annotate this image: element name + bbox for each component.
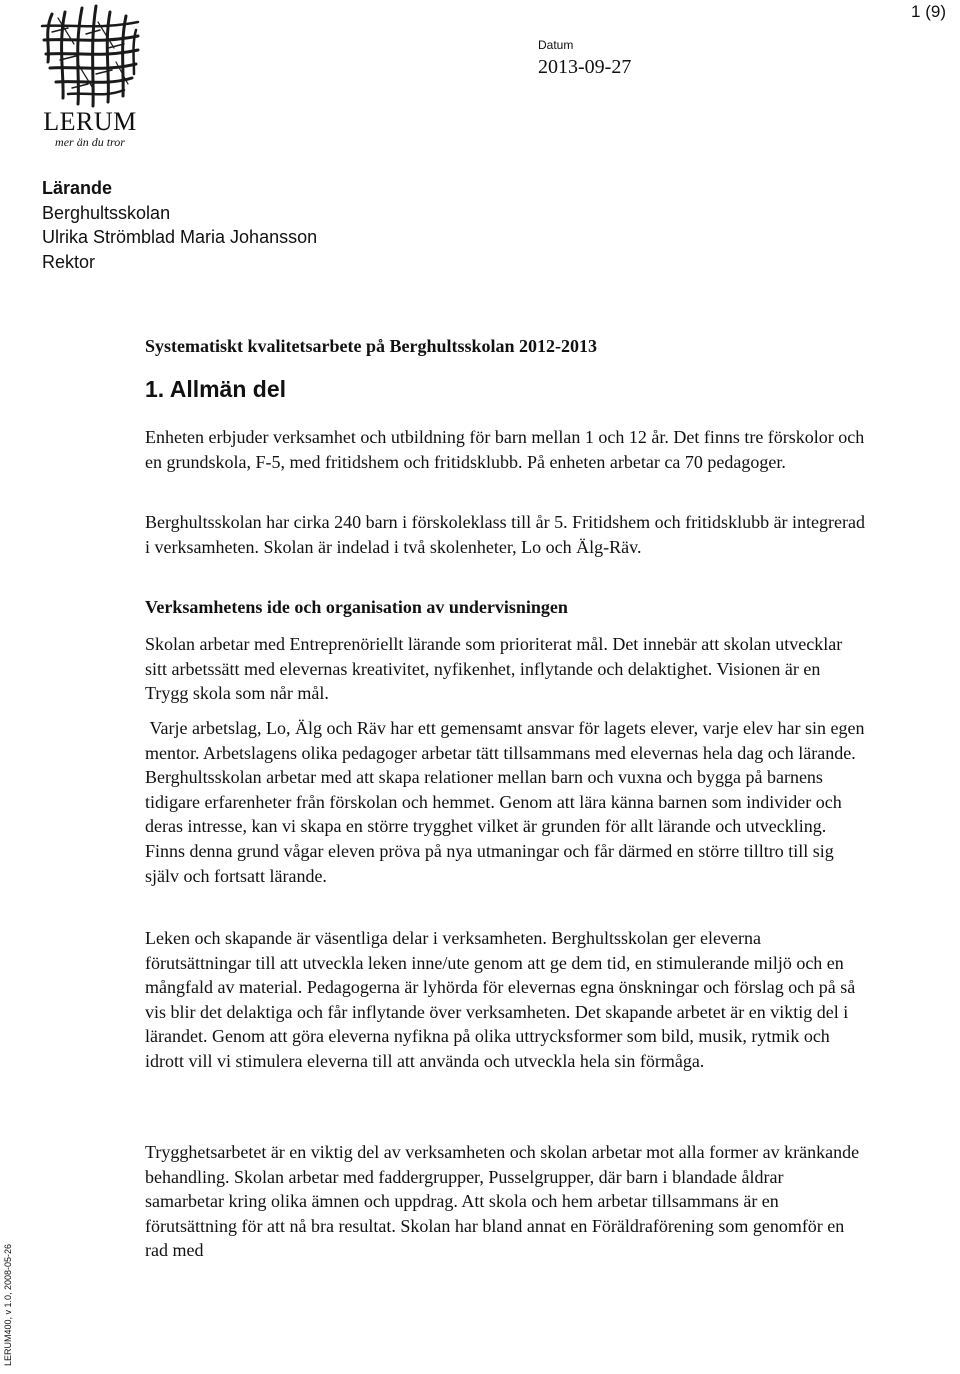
page-number: 1 (9) <box>911 2 946 21</box>
paragraph: Trygghetsarbetet är en viktig del av verksamheten och skolan arbetar mot alla former av kränkande behandling. Skolan arbetar med faddergrupper, Pusselgrupper, där barn i blandade åldrar samarbetar kring olika ämnen och uppdrag. Att skola och hem arbetar tillsammans är en förutsättning för att nå bra resultat. Skolan har bland annat en Föräldraförening som genomför en rad med <box>145 1142 860 1261</box>
sender-names: Ulrika Strömblad Maria Johansson <box>42 227 318 247</box>
paragraph: Varje arbetslag, Lo, Älg och Räv har ett gemensamt ansvar för lagets elever, varje elev har sin egen mentor. Arbetslagens olika pedagoger arbetar tätt tillsammans med elevernas hela dag och lärande. Berghultsskolan arbetar med att skapa relationer mellan barn och vuxna och bygga på barnens tidigare erfarenheter från förskolan och hemmet. Genom att lära känna barnen som individer och deras intresse, kan vi skapa en större trygghet vilket är grunden för allt lärande och utveckling. Finns denna grund vågar eleven pröva på nya utmaningar och får därmed en större tilltro till sig själv och fortsatt lärande. <box>145 718 869 886</box>
sender-block <box>42 176 317 274</box>
form-code-text: LERUM400, v 1.0, 2008-05-26 <box>3 1243 13 1367</box>
logo-wordmark: LERUM <box>43 107 137 136</box>
woven-grid-icon <box>38 4 142 108</box>
sender-role: Rektor <box>42 251 96 272</box>
paragraph: Skolan arbetar med Entreprenöriellt lärande som prioriterat mål. Det innebär att skolan utvecklar sitt arbetssätt med elevernas kreativitet, nyfikenhet, inflytande och delaktighet. Visionen är en Trygg skola som når mål. <box>145 634 843 704</box>
section-heading: 1. Allmän del <box>145 376 287 402</box>
paragraph: Enheten erbjuder verksamhet och utbildning för barn mellan 1 och 12 år. Det finns tre förskolor och en grundskola, F-5, med fritidshem och fritidsklubb. På enheten arbetar ca 70 pedagoger. <box>145 427 865 472</box>
date-label: Datum <box>538 38 574 52</box>
document-title: Systematiskt kvalitetsarbete på Berghultsskolan 2012-2013 <box>145 336 598 356</box>
sender-department: Lärande <box>42 178 113 198</box>
paragraph: Leken och skapande är väsentliga delar i verksamheten. Berghultsskolan ger eleverna förutsättningar till att utveckla leken inne/ute genom att ge dem tid, en stimulerande miljö och en mångfald av material. Pedagogerna är lyhörda för elevernas egna önskningar och förslag och på så vis blir det delaktiga och får inflytande över verksamheten. Det skapande arbetet är en viktig del i lärandet. Genom att göra eleverna nyfikna på olika uttrycksformer som bild, musik, rytmik och idrott vill vi stimulera eleverna till att använda och utveckla hela sin förmåga. <box>145 928 856 1071</box>
sender-school: Berghultsskolan <box>42 202 171 223</box>
logo-slogan: mer än du tror <box>55 135 125 149</box>
date-value: 2013-09-27 <box>538 56 632 78</box>
paragraph: Berghultsskolan har cirka 240 barn i förskoleklass till år 5. Fritidshem och fritidsklubb är integrerad i verksamheten. Skolan är indelad i två skolenheter, Lo och Älg-Räv. <box>145 512 866 557</box>
form-code <box>0 1240 16 1370</box>
lerum-logo <box>38 4 142 152</box>
subheading: Verksamhetens ide och organisation av undervisningen <box>145 597 568 617</box>
date-block <box>538 38 631 80</box>
